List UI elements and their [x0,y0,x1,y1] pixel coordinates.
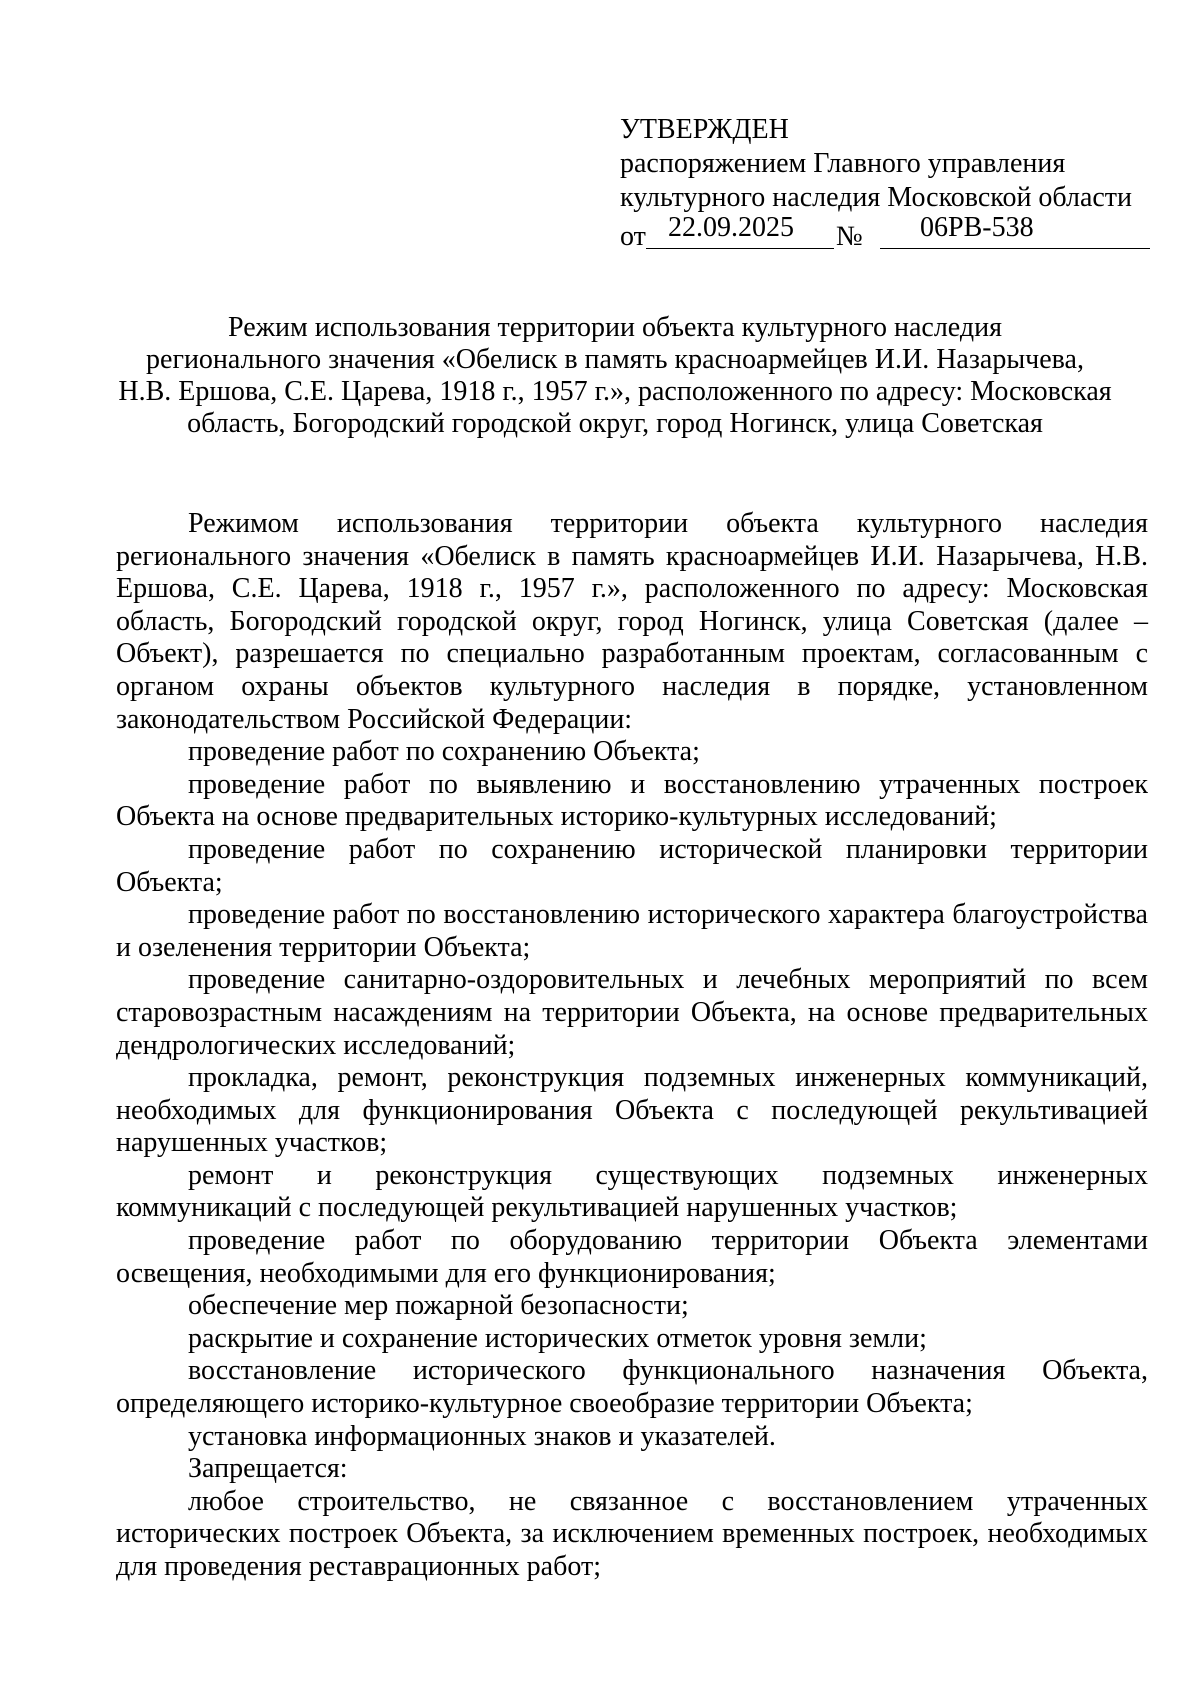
allowed-item: прокладка, ремонт, реконструкция подземных инженерных коммуникаций, необходимых для функционирования Объекта с последующей рекультивацией нарушенных участков; [116,1062,1148,1159]
intro-paragraph: Режимом использования территории объекта культурного наследия регионального значения «Обелиск в память красноармейцев И.И. Назарычева, Н.В. Ершова, С.Е. Царева, 1918 г., 1957 г.», расположенного по адресу: Московская область, Богородский городской округ, город Ногинск, улица Советская (далее – Объект), разрешается по специально разработанным проектам, согласованным с органом охраны объектов культурного наследия в порядке, установленном законодательством Российской Федерации: [116,508,1148,735]
approval-number: 06РВ-538 [920,212,1034,243]
document-title [115,312,1115,440]
allowed-item: проведение работ по оборудованию территории Объекта элементами освещения, необходимыми для его функционирования; [116,1225,1148,1289]
allowed-item: проведение работ по сохранению исторической планировки территории Объекта; [116,833,1148,898]
document-title-line-1: Режим использования территории объекта культурного наследия [228,312,1002,343]
prohibited-heading: Запрещается: [188,1453,348,1485]
allowed-item: проведение санитарно-оздоровительных и лечебных мероприятий по всем старовозрастным насаждениям на территории Объекта, на основе предварительных дендрологических исследований; [116,964,1148,1061]
allowed-item: восстановление исторического функционального назначения Объекта, определяющего историко-культурное своеобразие территории Объекта; [116,1355,1148,1420]
allowed-item: обеспечение мер пожарной безопасности; [188,1290,689,1322]
allowed-item: проведение работ по восстановлению исторического характера благоустройства и озеленения территории Объекта; [116,899,1148,963]
approval-line-1: распоряжением Главного управления [620,148,1066,179]
allowed-item: ремонт и реконструкция существующих подземных инженерных коммуникаций с последующей рекультивацией нарушенных участков; [116,1159,1148,1224]
allowed-item: установка информационных знаков и указателей. [188,1420,776,1452]
number-label: № [836,221,863,252]
prohibited-item: любое строительство, не связанное с восстановлением утраченных исторических построек Объекта, за исключением временных построек, необходимых для проведения реставрационных работ; [116,1485,1148,1582]
from-label: от [620,221,646,252]
allowed-item: раскрытие и сохранение исторических отметок уровня земли; [188,1322,927,1354]
document-title-line-2: регионального значения «Обелиск в память красноармейцев И.И. Назарычева, [146,344,1084,375]
approved-title: УТВЕРЖДЕН [620,114,789,145]
number-field [880,212,1150,249]
date-field [646,212,834,249]
approval-date-number-line [620,212,1140,252]
allowed-item: проведение работ по выявлению и восстановлению утраченных построек Объекта на основе предварительных историко-культурных исследований; [116,768,1148,833]
approval-stamp-block [620,113,1140,252]
document-title-line-4: область, Богородский городской округ, город Ногинск, улица Советская [187,408,1043,439]
document-title-line-3: Н.В. Ершова, С.Е. Царева, 1918 г., 1957 г.», расположенного по адресу: Московская [118,376,1112,407]
approval-date: 22.09.2025 [668,212,794,243]
approval-line-2: культурного наследия Московской области [620,182,1133,213]
document-body [116,508,1148,1584]
allowed-item: проведение работ по сохранению Объекта; [188,736,700,768]
